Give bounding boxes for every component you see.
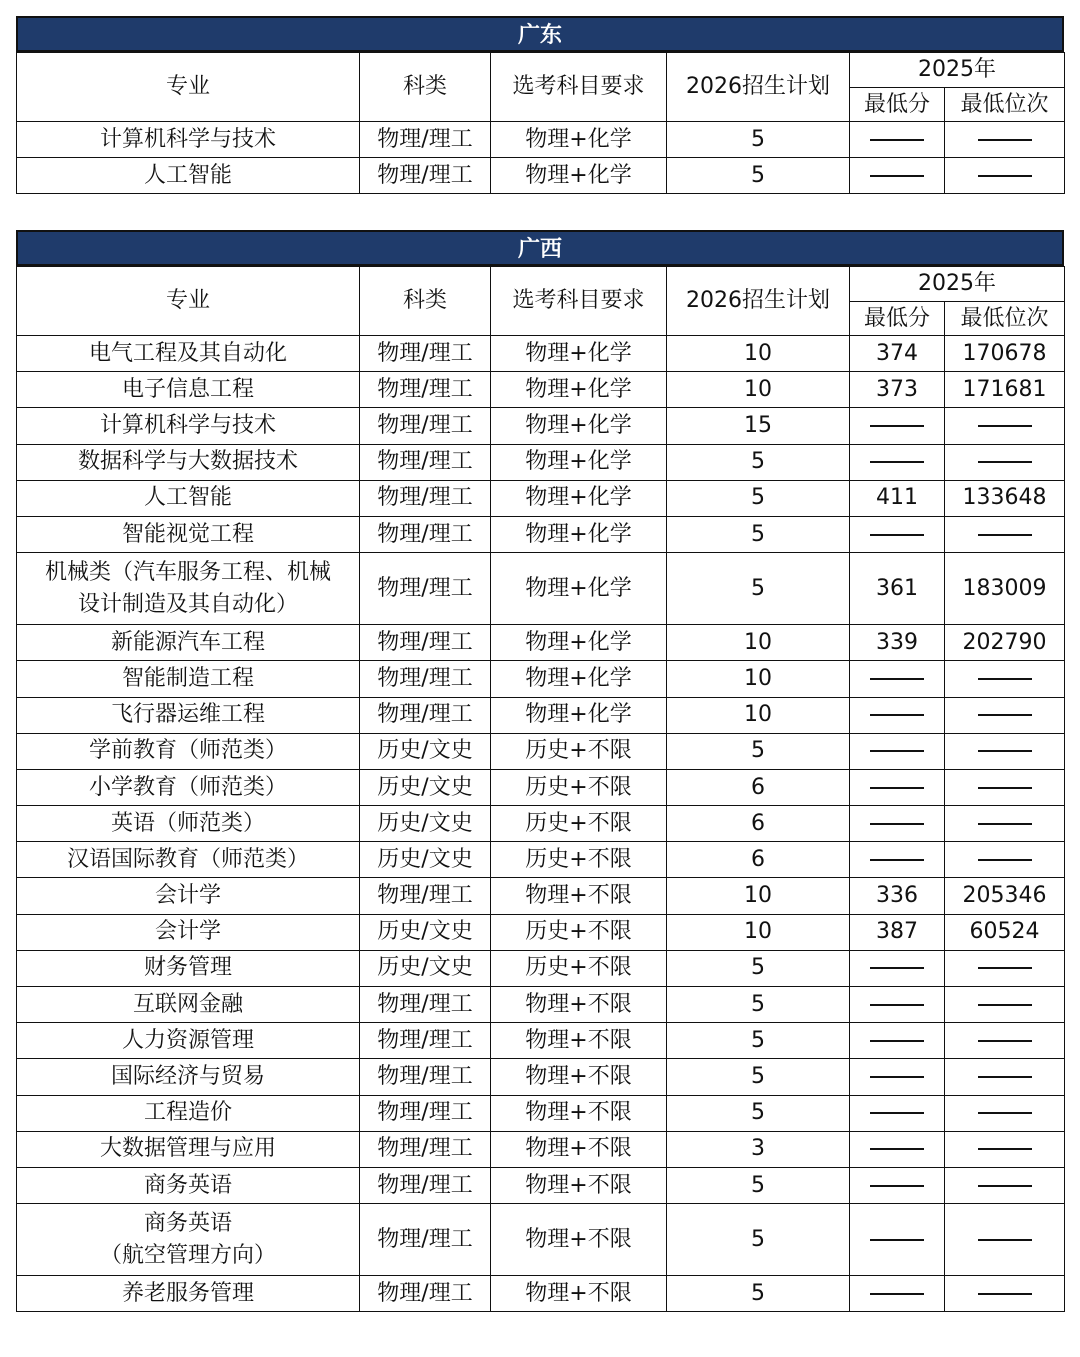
cell-min-score xyxy=(850,1167,945,1203)
cell-min-rank xyxy=(945,1023,1065,1059)
table-row xyxy=(17,1167,1065,1203)
cell-subjects: 物理+不限 xyxy=(491,878,667,914)
dash-placeholder xyxy=(870,1185,924,1187)
cell-min-score: 339 xyxy=(850,625,945,661)
cell-min-rank: 183009 xyxy=(945,553,1065,625)
cell-plan: 5 xyxy=(667,950,850,986)
cell-min-score: 336 xyxy=(850,878,945,914)
section-guangdong xyxy=(16,16,1064,194)
cell-min-rank xyxy=(945,158,1065,194)
cell-min-score xyxy=(850,987,945,1023)
cell-min-rank xyxy=(945,1276,1065,1312)
cell-min-score xyxy=(850,697,945,733)
dash-placeholder xyxy=(978,461,1032,463)
header-major: 专业 xyxy=(17,267,360,336)
region-header: 广东 xyxy=(16,16,1064,52)
cell-plan: 10 xyxy=(667,372,850,408)
dash-placeholder xyxy=(870,1040,924,1042)
cell-category: 历史/文史 xyxy=(360,806,491,842)
cell-major: 会计学 xyxy=(17,878,360,914)
cell-min-rank xyxy=(945,444,1065,480)
cell-category: 历史/文史 xyxy=(360,842,491,878)
cell-min-rank xyxy=(945,950,1065,986)
cell-plan: 5 xyxy=(667,1059,850,1095)
header-category: 科类 xyxy=(360,53,491,122)
cell-subjects: 物理+不限 xyxy=(491,1059,667,1095)
table-row xyxy=(17,444,1065,480)
dash-placeholder xyxy=(978,678,1032,680)
dash-placeholder xyxy=(978,425,1032,427)
dash-placeholder xyxy=(978,1040,1032,1042)
dash-placeholder xyxy=(978,1076,1032,1078)
cell-subjects: 历史+不限 xyxy=(491,806,667,842)
cell-category: 物理/理工 xyxy=(360,1059,491,1095)
cell-min-score: 387 xyxy=(850,914,945,950)
dash-placeholder xyxy=(870,1293,924,1295)
cell-min-score xyxy=(850,516,945,552)
cell-major: 电子信息工程 xyxy=(17,372,360,408)
cell-plan: 5 xyxy=(667,444,850,480)
cell-plan: 5 xyxy=(667,158,850,194)
header-year: 2025年 xyxy=(850,53,1065,88)
cell-plan: 15 xyxy=(667,408,850,444)
cell-min-score: 374 xyxy=(850,336,945,372)
cell-plan: 10 xyxy=(667,661,850,697)
dash-placeholder xyxy=(978,1239,1032,1241)
cell-plan: 10 xyxy=(667,625,850,661)
cell-category: 物理/理工 xyxy=(360,987,491,1023)
cell-subjects: 物理+不限 xyxy=(491,1167,667,1203)
dash-placeholder xyxy=(870,750,924,752)
cell-min-rank: 60524 xyxy=(945,914,1065,950)
table-row xyxy=(17,408,1065,444)
dash-placeholder xyxy=(978,534,1032,536)
cell-min-score xyxy=(850,1095,945,1131)
cell-major: 大数据管理与应用 xyxy=(17,1131,360,1167)
cell-subjects: 物理+不限 xyxy=(491,1023,667,1059)
cell-major: 人工智能 xyxy=(17,158,360,194)
admissions-table xyxy=(16,52,1065,194)
cell-major: 智能制造工程 xyxy=(17,661,360,697)
table-row xyxy=(17,661,1065,697)
cell-min-rank xyxy=(945,661,1065,697)
cell-category: 物理/理工 xyxy=(360,1095,491,1131)
cell-subjects: 物理+化学 xyxy=(491,336,667,372)
header-plan: 2026招生计划 xyxy=(667,53,850,122)
table-row xyxy=(17,1204,1065,1276)
table-row xyxy=(17,480,1065,516)
cell-category: 物理/理工 xyxy=(360,697,491,733)
cell-min-rank xyxy=(945,733,1065,769)
cell-major: 飞行器运维工程 xyxy=(17,697,360,733)
cell-category: 物理/理工 xyxy=(360,480,491,516)
cell-category: 物理/理工 xyxy=(360,625,491,661)
cell-subjects: 物理+化学 xyxy=(491,408,667,444)
dash-placeholder xyxy=(870,1148,924,1150)
table-row xyxy=(17,1059,1065,1095)
cell-min-rank xyxy=(945,806,1065,842)
cell-major: 计算机科学与技术 xyxy=(17,122,360,158)
table-row xyxy=(17,950,1065,986)
cell-min-rank xyxy=(945,1131,1065,1167)
dash-placeholder xyxy=(870,967,924,969)
cell-subjects: 物理+化学 xyxy=(491,372,667,408)
cell-plan: 5 xyxy=(667,553,850,625)
cell-min-rank: 171681 xyxy=(945,372,1065,408)
cell-min-score xyxy=(850,950,945,986)
cell-min-rank xyxy=(945,408,1065,444)
cell-plan: 10 xyxy=(667,336,850,372)
table-row xyxy=(17,914,1065,950)
cell-subjects: 历史+不限 xyxy=(491,769,667,805)
cell-plan: 5 xyxy=(667,480,850,516)
cell-major: 人工智能 xyxy=(17,480,360,516)
cell-min-score xyxy=(850,1204,945,1276)
cell-min-score: 361 xyxy=(850,553,945,625)
dash-placeholder xyxy=(870,1004,924,1006)
cell-subjects: 物理+化学 xyxy=(491,553,667,625)
cell-category: 物理/理工 xyxy=(360,372,491,408)
dash-placeholder xyxy=(978,1185,1032,1187)
dash-placeholder xyxy=(870,1112,924,1114)
header-min-score: 最低分 xyxy=(850,88,945,122)
cell-plan: 5 xyxy=(667,516,850,552)
cell-category: 历史/文史 xyxy=(360,733,491,769)
table-row xyxy=(17,1023,1065,1059)
cell-min-rank xyxy=(945,697,1065,733)
cell-major: 人力资源管理 xyxy=(17,1023,360,1059)
table-row xyxy=(17,878,1065,914)
cell-plan: 5 xyxy=(667,1276,850,1312)
cell-plan: 3 xyxy=(667,1131,850,1167)
table-row xyxy=(17,769,1065,805)
cell-subjects: 历史+不限 xyxy=(491,733,667,769)
dash-placeholder xyxy=(978,1112,1032,1114)
table-row xyxy=(17,553,1065,625)
cell-min-rank xyxy=(945,1204,1065,1276)
dash-placeholder xyxy=(978,1293,1032,1295)
cell-min-score xyxy=(850,842,945,878)
cell-category: 物理/理工 xyxy=(360,661,491,697)
dash-placeholder xyxy=(978,859,1032,861)
cell-subjects: 物理+化学 xyxy=(491,122,667,158)
cell-category: 物理/理工 xyxy=(360,336,491,372)
cell-subjects: 物理+不限 xyxy=(491,1204,667,1276)
header-min-rank: 最低位次 xyxy=(945,88,1065,122)
cell-subjects: 物理+不限 xyxy=(491,987,667,1023)
header-min-score: 最低分 xyxy=(850,302,945,336)
cell-plan: 5 xyxy=(667,987,850,1023)
dash-placeholder xyxy=(978,139,1032,141)
cell-category: 物理/理工 xyxy=(360,122,491,158)
cell-major: 财务管理 xyxy=(17,950,360,986)
cell-category: 物理/理工 xyxy=(360,1276,491,1312)
cell-min-score xyxy=(850,1059,945,1095)
cell-min-rank: 205346 xyxy=(945,878,1065,914)
cell-major: 商务英语 （航空管理方向） xyxy=(17,1204,360,1276)
table-row xyxy=(17,158,1065,194)
cell-category: 物理/理工 xyxy=(360,878,491,914)
cell-major: 会计学 xyxy=(17,914,360,950)
cell-plan: 5 xyxy=(667,1167,850,1203)
cell-major: 小学教育（师范类） xyxy=(17,769,360,805)
cell-category: 物理/理工 xyxy=(360,444,491,480)
cell-min-score: 373 xyxy=(850,372,945,408)
cell-major: 工程造价 xyxy=(17,1095,360,1131)
dash-placeholder xyxy=(870,1076,924,1078)
cell-category: 物理/理工 xyxy=(360,1131,491,1167)
table-row xyxy=(17,733,1065,769)
dash-placeholder xyxy=(978,787,1032,789)
cell-plan: 10 xyxy=(667,914,850,950)
cell-category: 物理/理工 xyxy=(360,158,491,194)
cell-min-rank: 170678 xyxy=(945,336,1065,372)
cell-subjects: 历史+不限 xyxy=(491,950,667,986)
dash-placeholder xyxy=(870,139,924,141)
header-min-rank: 最低位次 xyxy=(945,302,1065,336)
cell-plan: 5 xyxy=(667,1023,850,1059)
table-row xyxy=(17,806,1065,842)
cell-subjects: 物理+化学 xyxy=(491,444,667,480)
dash-placeholder xyxy=(978,175,1032,177)
cell-major: 数据科学与大数据技术 xyxy=(17,444,360,480)
table-row xyxy=(17,625,1065,661)
cell-min-score xyxy=(850,1023,945,1059)
dash-placeholder xyxy=(978,823,1032,825)
cell-major: 汉语国际教育（师范类） xyxy=(17,842,360,878)
dash-placeholder xyxy=(870,678,924,680)
cell-major: 电气工程及其自动化 xyxy=(17,336,360,372)
dash-placeholder xyxy=(978,750,1032,752)
cell-plan: 10 xyxy=(667,697,850,733)
cell-min-rank: 202790 xyxy=(945,625,1065,661)
dash-placeholder xyxy=(978,967,1032,969)
dash-placeholder xyxy=(870,1239,924,1241)
cell-min-score xyxy=(850,122,945,158)
cell-category: 物理/理工 xyxy=(360,408,491,444)
dash-placeholder xyxy=(870,534,924,536)
cell-subjects: 物理+不限 xyxy=(491,1095,667,1131)
cell-min-score xyxy=(850,661,945,697)
cell-min-score: 411 xyxy=(850,480,945,516)
dash-placeholder xyxy=(870,461,924,463)
cell-min-score xyxy=(850,806,945,842)
cell-min-rank xyxy=(945,842,1065,878)
table-row xyxy=(17,842,1065,878)
table-row xyxy=(17,1095,1065,1131)
table-row xyxy=(17,987,1065,1023)
table-row xyxy=(17,122,1065,158)
table-row xyxy=(17,1276,1065,1312)
cell-subjects: 历史+不限 xyxy=(491,842,667,878)
cell-category: 物理/理工 xyxy=(360,516,491,552)
cell-plan: 5 xyxy=(667,1095,850,1131)
cell-major: 智能视觉工程 xyxy=(17,516,360,552)
cell-major: 计算机科学与技术 xyxy=(17,408,360,444)
cell-plan: 5 xyxy=(667,733,850,769)
cell-major: 互联网金融 xyxy=(17,987,360,1023)
cell-subjects: 历史+不限 xyxy=(491,914,667,950)
header-subjects: 选考科目要求 xyxy=(491,53,667,122)
cell-category: 物理/理工 xyxy=(360,553,491,625)
dash-placeholder xyxy=(870,859,924,861)
header-subjects: 选考科目要求 xyxy=(491,267,667,336)
header-category: 科类 xyxy=(360,267,491,336)
cell-plan: 6 xyxy=(667,806,850,842)
cell-category: 物理/理工 xyxy=(360,1204,491,1276)
cell-subjects: 物理+化学 xyxy=(491,158,667,194)
cell-min-rank xyxy=(945,122,1065,158)
cell-major: 机械类（汽车服务工程、机械 设计制造及其自动化） xyxy=(17,553,360,625)
region-header: 广西 xyxy=(16,230,1064,266)
section-guangxi xyxy=(16,230,1064,1312)
cell-min-score xyxy=(850,733,945,769)
cell-category: 历史/文史 xyxy=(360,914,491,950)
cell-subjects: 物理+化学 xyxy=(491,480,667,516)
cell-subjects: 物理+化学 xyxy=(491,661,667,697)
cell-category: 历史/文史 xyxy=(360,950,491,986)
cell-category: 物理/理工 xyxy=(360,1167,491,1203)
cell-min-rank xyxy=(945,987,1065,1023)
cell-min-rank xyxy=(945,1059,1065,1095)
cell-min-score xyxy=(850,769,945,805)
cell-category: 物理/理工 xyxy=(360,1023,491,1059)
admissions-table xyxy=(16,266,1065,1312)
cell-major: 养老服务管理 xyxy=(17,1276,360,1312)
header-year: 2025年 xyxy=(850,267,1065,302)
dash-placeholder xyxy=(870,714,924,716)
table-row xyxy=(17,697,1065,733)
header-major: 专业 xyxy=(17,53,360,122)
cell-major: 学前教育（师范类） xyxy=(17,733,360,769)
cell-plan: 5 xyxy=(667,1204,850,1276)
cell-subjects: 物理+化学 xyxy=(491,516,667,552)
cell-subjects: 物理+不限 xyxy=(491,1131,667,1167)
dash-placeholder xyxy=(870,787,924,789)
cell-major: 英语（师范类） xyxy=(17,806,360,842)
cell-min-score xyxy=(850,408,945,444)
cell-subjects: 物理+化学 xyxy=(491,625,667,661)
dash-placeholder xyxy=(870,823,924,825)
cell-min-score xyxy=(850,1131,945,1167)
dash-placeholder xyxy=(978,714,1032,716)
cell-major: 新能源汽车工程 xyxy=(17,625,360,661)
cell-min-rank xyxy=(945,516,1065,552)
cell-min-rank xyxy=(945,1095,1065,1131)
cell-category: 历史/文史 xyxy=(360,769,491,805)
cell-min-rank xyxy=(945,769,1065,805)
table-row xyxy=(17,336,1065,372)
cell-plan: 10 xyxy=(667,878,850,914)
cell-min-rank: 133648 xyxy=(945,480,1065,516)
cell-major: 商务英语 xyxy=(17,1167,360,1203)
header-plan: 2026招生计划 xyxy=(667,267,850,336)
cell-plan: 5 xyxy=(667,122,850,158)
cell-min-score xyxy=(850,444,945,480)
cell-min-score xyxy=(850,1276,945,1312)
cell-subjects: 物理+化学 xyxy=(491,697,667,733)
cell-plan: 6 xyxy=(667,842,850,878)
cell-min-rank xyxy=(945,1167,1065,1203)
dash-placeholder xyxy=(870,425,924,427)
table-row xyxy=(17,516,1065,552)
dash-placeholder xyxy=(870,175,924,177)
cell-major: 国际经济与贸易 xyxy=(17,1059,360,1095)
cell-subjects: 物理+不限 xyxy=(491,1276,667,1312)
dash-placeholder xyxy=(978,1148,1032,1150)
table-row xyxy=(17,372,1065,408)
cell-plan: 6 xyxy=(667,769,850,805)
table-row xyxy=(17,1131,1065,1167)
cell-min-score xyxy=(850,158,945,194)
dash-placeholder xyxy=(978,1004,1032,1006)
